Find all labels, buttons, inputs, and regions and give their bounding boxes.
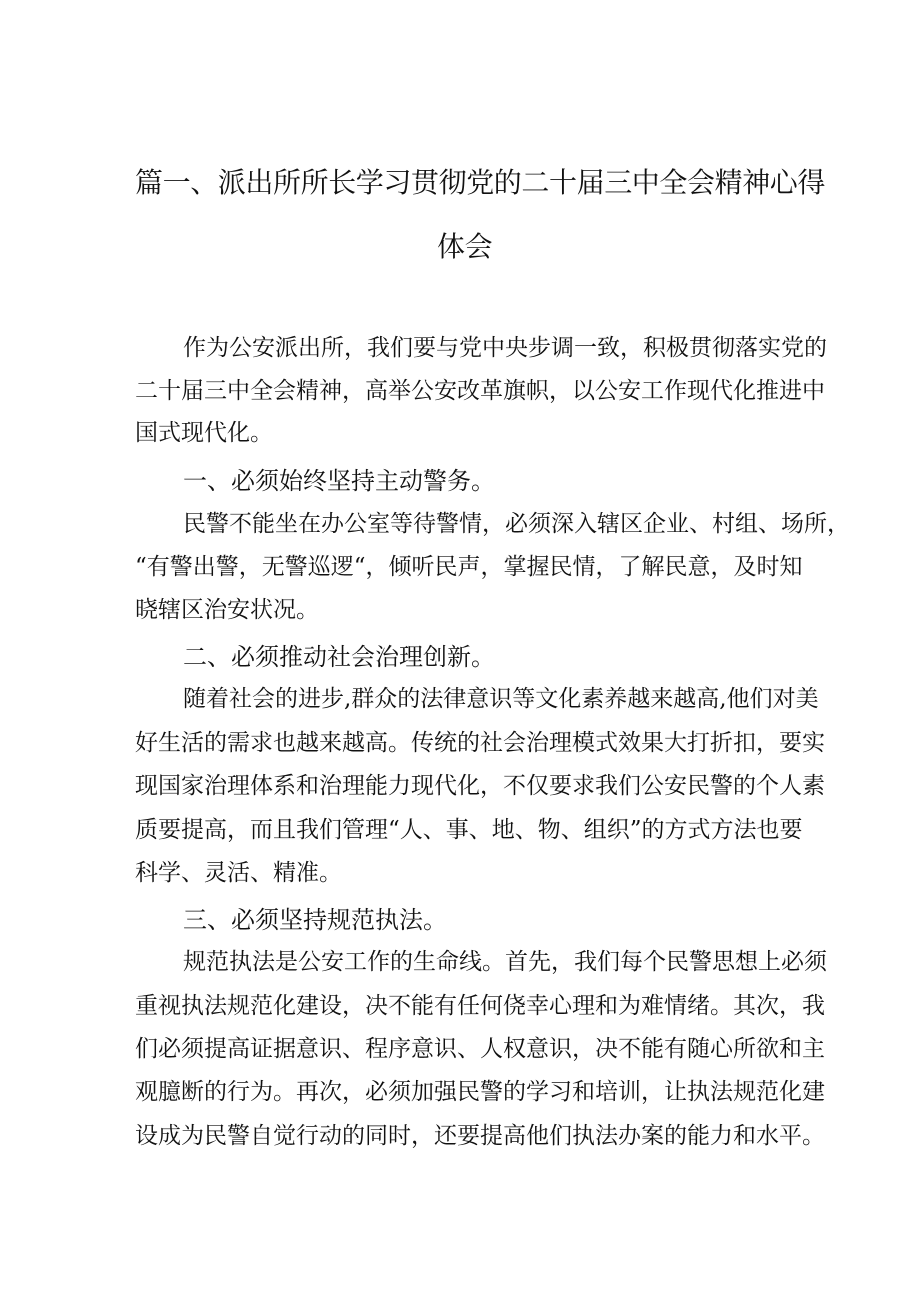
- section-1-line: 民警不能坐在办公室等待警情，必须深入辖区企业、村组、场所，: [183, 511, 850, 537]
- section-2-line: 质要提高，而且我们管理“人、事、地、物、组织”的方式方法也要: [135, 817, 803, 843]
- page-title: 篇一、派出所所长学习贯彻党的二十届三中全会精神心得: [135, 166, 826, 199]
- section-2-line: 科学、灵活、精准。: [135, 860, 342, 886]
- section-heading-2: 二、必须推动社会治理创新。: [183, 643, 495, 671]
- section-3-line: 设成为民警自觉行动的同时，还要提高他们执法办案的能力和水平。: [135, 1123, 825, 1149]
- section-heading-1: 一、必须始终坚持主动警务。: [183, 467, 495, 495]
- section-2-line: 好生活的需求也越来越高。传统的社会治理模式效果大打折扣，要实: [135, 730, 825, 756]
- section-1-line: 晓辖区治安状况。: [135, 597, 319, 623]
- intro-paragraph-line: 国式现代化。: [135, 420, 273, 446]
- page-title-continued: 体会: [437, 230, 493, 263]
- section-heading-3: 三、必须坚持规范执法。: [183, 906, 447, 934]
- section-2-line: 现国家治理体系和治理能力现代化，不仅要求我们公安民警的个人素: [135, 773, 825, 799]
- intro-paragraph-line: 二十届三中全会精神，高举公安改革旗帜，以公安工作现代化推进中: [135, 378, 825, 404]
- section-2-line: 随着社会的进步,群众的法律意识等文化素养越来越高,他们对美: [183, 686, 819, 712]
- section-3-line: 规范执法是公安工作的生命线。首先，我们每个民警思想上必须: [183, 949, 827, 975]
- section-1-line: “有警出警，无警巡逻“，倾听民声，掌握民情，了解民意，及时知: [135, 554, 803, 580]
- section-3-line: 观臆断的行为。再次，必须加强民警的学习和培训，让执法规范化建: [135, 1079, 825, 1105]
- section-3-line: 们必须提高证据意识、程序意识、人权意识，决不能有随心所欲和主: [135, 1036, 825, 1062]
- section-3-line: 重视执法规范化建设，决不能有任何侥幸心理和为难情绪。其次，我: [135, 993, 825, 1019]
- intro-paragraph-line: 作为公安派出所，我们要与党中央步调一致，积极贯彻落实党的: [183, 335, 827, 361]
